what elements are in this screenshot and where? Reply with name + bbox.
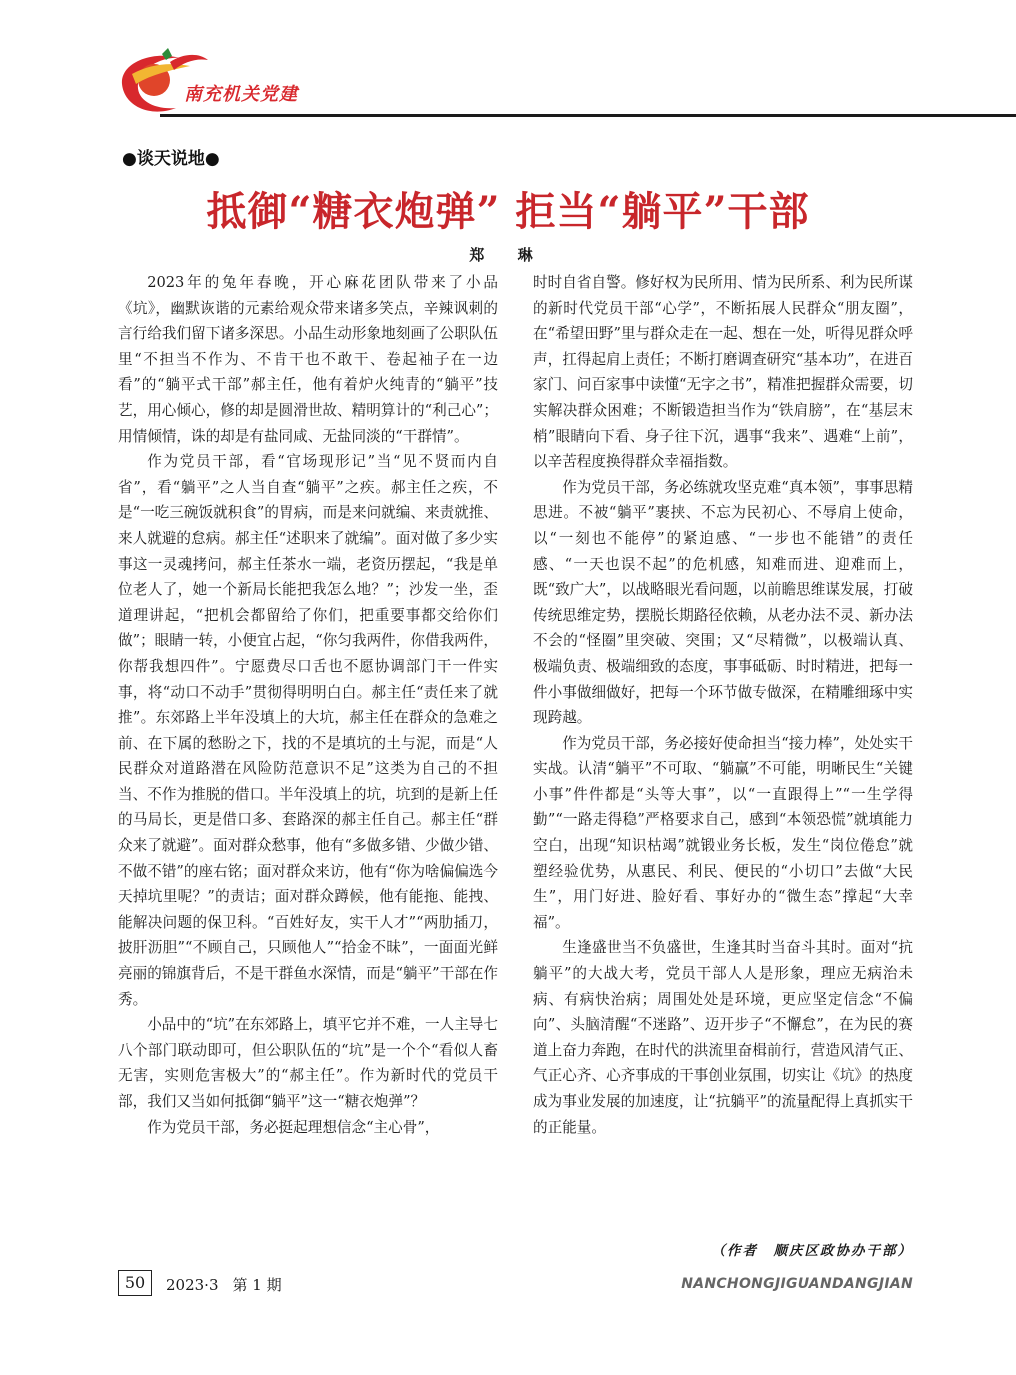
paragraph: 作为党员干部，务必挺起理想信念“主心骨”， — [147, 1118, 440, 1136]
issue-info — [166, 1274, 282, 1295]
issue-year: 2023·3 — [166, 1276, 219, 1294]
article-author: 郑 琳 — [469, 246, 547, 264]
publication-name: NANCHONGJIGUANDANGJIAN — [681, 1276, 913, 1292]
page-number: 50 — [118, 1270, 152, 1296]
paragraph: 作为党员干部，务必练就攻坚克难“真本领”，事事思精思进。不被“躺平”裹挟、不忘为民初心、不辱肩上使命，以“一刻也不能停”的紧迫感、“一步也不能错”的责任感、“一天也误不起”的危机感，知难而进、迎难而上，既“致广大”，以战略眼光看问题，以前瞻思维谋发展，打破传统思维定势，摆脱长期路径依赖，从老办法不灵、新办法不会的“怪圈”里突破、突围；又“尽精微”，以极端认真、极端负责、极端细致的态度，事事砥砺、时时精进，把每一件小事做细做好，把每一个环节做专做深，在精雕细琢中实现跨越。 — [533, 478, 913, 727]
paragraph: 时时自省自警。修好权为民所用、情为民所系、利为民所谋的新时代党员干部“心学”，不断拓展人民群众“朋友圈”，在“希望田野”里与群众走在一起、想在一处，听得见群众呼声，扛得起肩上责任；不断打磨调查研究“基本功”，在进百家门、问百家事中读懂“无字之书”，精准把握群众需要，切实解决群众困难；不断锻造担当作为“铁肩膀”，在“基层末梢”眼睛向下看、身子往下沉，遇事“我来”、遇难“上前”，以辛苦程度换得群众幸福指数。 — [533, 274, 913, 471]
article-title: 抵御“糖衣炮弹” 拒当“躺平”干部 — [206, 188, 810, 235]
header-divider — [160, 114, 1016, 117]
paragraph: 2023年的兔年春晚，开心麻花团队带来了小品《坑》，幽默诙谐的元素给观众带来诸多笑点，辛辣讽刺的言行给我们留下诸多深思。小品生动形象地刻画了公职队伍里“不担当不作为、不肯干也不敢干、卷起袖子在一边看”的“躺平式干部”郝主任，他有着炉火纯青的“躺平”技艺，用心倾心，修的却是圆滑世故、精明算计的“利己心”；用情倾情，诛的却是有盐同咸、无盐同淡的“干群情”。 — [118, 274, 498, 445]
paragraph: 作为党员干部，看“官场现形记”当“见不贤而内自省”，看“躺平”之人当自查“躺平”之疾。郝主任之疾，不是“一吃三碗饭就积食”的胃病，而是来问就编、来责就推、来人就避的怠病。郝主任“述职来了就编”。面对做了多少实事这一灵魂拷问，郝主任茶水一端，老资历摆起，“我是单位老人了，她一个新局长能把我怎么地？”；沙发一坐，歪道理讲起，“把机会都留给了你们，把重要事都交给你们做”；眼睛一转，小便宜占起，“你匀我两件，你借我两件，你帮我想四件”。宁愿费尽口舌也不愿协调部门干一件实事，将“动口不动手”贯彻得明明白白。郝主任“责任来了就推”。东郊路上半年没填上的大坑，郝主任在群众的急难之前、在下属的愁盼之下，找的不是填坑的土与泥，而是“人民群众对道路潜在风险防范意识不足”这类为自己的不担当、不作为推脱的借口。半年没填上的坑，坑到的是新上任的马局长，更是借口多、套路深的郝主任自己。郝主任“群众来了就避”。面对群众愁事，他有“多做多错、少做少错、不做不错”的座右铭；面对群众来访，他有“你为啥偏偏选今天掉坑里呢？”的责诘；面对群众蹲候，他有能拖、能拽、能解决问题的保卫科。“百姓好友，实干人才”“两肋插刀，披肝沥胆”“不顾自己，只顾他人”“拾金不昧”，一面面光鲜亮丽的锦旗背后，不是干群鱼水深情，而是“躺平”干部在作秀。 — [118, 453, 498, 1008]
paragraph: 小品中的“坑”在东郊路上，填平它并不难，一人主导七八个部门联动即可，但公职队伍的“坑”是一个个“看似人畜无害，实则危害极大”的“郝主任”。作为新时代的党员干部，我们又当如何抵御“躺平”这一“糖衣炮弹”？ — [118, 1016, 498, 1110]
paragraph: 作为党员干部，务必接好使命担当“接力棒”，处处实干实战。认清“躺平”不可取、“躺赢”不可能，明晰民生“关键小事”件件都是“头等大事”，以“一直跟得上”“一生学得勤”“一路走得稳”严格要求自己，感到“本领恐慌”就填能力空白，出现“知识枯竭”就锻业务长板，发生“岗位倦怠”就塑经验优势，从惠民、利民、便民的“小切口”去做“大民生”，用门好进、脸好看、事好办的“微生态”撑起“大幸福”。 — [533, 734, 913, 931]
article-column-left — [118, 270, 498, 1140]
paragraph: 生逢盛世当不负盛世，生逢其时当奋斗其时。面对“抗躺平”的大战大考，党员干部人人是形象，理应无病治未病、有病快治病；周围处处是环境，更应坚定信念“不偏向”、头脑清醒“不迷路”、迈开步子“不懈怠”，在为民的赛道上奋力奔跑，在时代的洪流里奋楫前行，营造风清气正、气正心齐、心齐事成的干事创业氛围，切实让《坑》的热度成为事业发展的加速度，让“抗躺平”的流量配得上真抓实干的正能量。 — [533, 939, 913, 1136]
publication-logo-text: 南充机关党建 — [184, 84, 298, 105]
issue-number: 第 1 期 — [232, 1276, 282, 1294]
column-label: ●谈天说地● — [122, 149, 220, 169]
author-signature: （作者 顺庆区政协办干部） — [711, 1243, 913, 1259]
article-column-right — [533, 270, 913, 1140]
